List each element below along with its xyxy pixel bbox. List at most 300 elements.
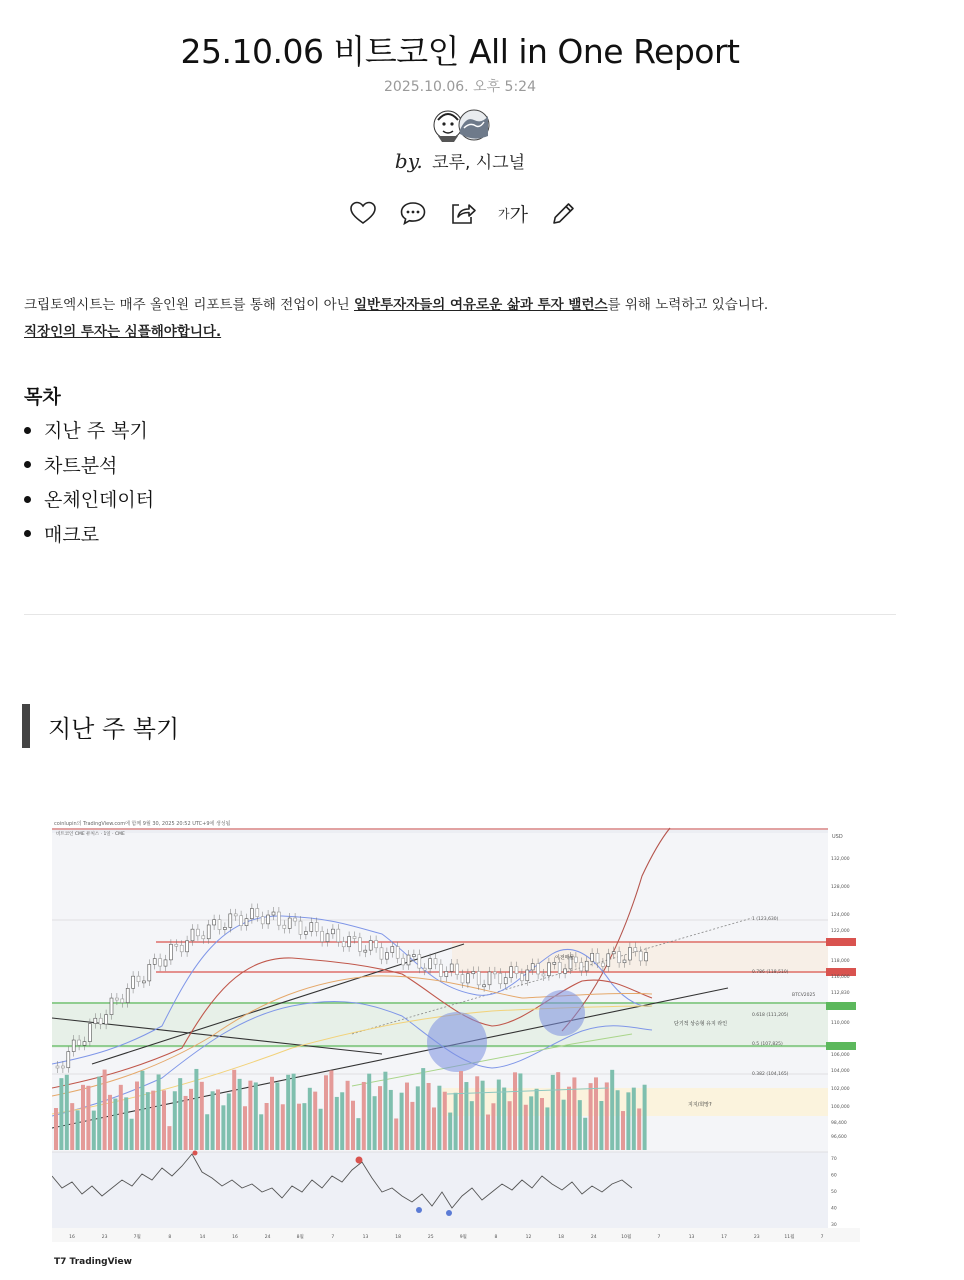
- fib-label: 0.382 (104,165): [752, 1072, 789, 1077]
- post-actions: [348, 198, 578, 228]
- candle: [407, 955, 410, 965]
- date-tick: 23: [753, 1235, 760, 1240]
- candle: [88, 1024, 91, 1042]
- volume-bar: [81, 1085, 85, 1150]
- toc-item-macro[interactable]: 매크로: [24, 518, 154, 553]
- volume-bar: [113, 1099, 117, 1150]
- like-button[interactable]: [348, 198, 378, 228]
- font-size-small-label: 가: [498, 206, 510, 221]
- volume-bar: [362, 1082, 366, 1150]
- volume-bar: [324, 1075, 328, 1150]
- volume-bar: [92, 1111, 96, 1150]
- candle: [564, 969, 567, 973]
- candle: [153, 959, 156, 965]
- volume-bar: [319, 1109, 323, 1150]
- volume-bar: [540, 1098, 544, 1150]
- candle: [148, 964, 151, 981]
- volume-bar: [292, 1074, 296, 1150]
- candle: [277, 912, 280, 925]
- volume-bar: [551, 1075, 555, 1150]
- volume-bar: [497, 1080, 501, 1150]
- volume-bar: [605, 1082, 609, 1150]
- volume-bar: [178, 1078, 182, 1150]
- edit-button[interactable]: [548, 198, 578, 228]
- candle: [261, 917, 264, 924]
- candle: [483, 985, 486, 987]
- candle: [477, 971, 480, 984]
- date-tick: 8: [494, 1235, 498, 1240]
- price-tick: 102,000: [831, 1087, 850, 1092]
- date-tick: 14: [199, 1235, 206, 1240]
- volume-bar: [475, 1076, 479, 1150]
- candle: [164, 960, 167, 966]
- post-author[interactable]: [0, 148, 920, 173]
- volume-bar: [416, 1086, 420, 1150]
- chart-annotation: 단기적 상승형 유지 라인: [674, 1021, 728, 1027]
- volume-bar: [221, 1105, 225, 1150]
- symbol-tag: BTCV2025: [792, 993, 816, 998]
- candle: [580, 963, 583, 971]
- price-tick: 122,000: [831, 929, 850, 934]
- candle: [126, 988, 129, 1002]
- volume-bar: [194, 1069, 198, 1150]
- volume-bar: [373, 1096, 377, 1150]
- volume-bar: [405, 1083, 409, 1150]
- date-tick: 25: [427, 1235, 434, 1240]
- candle: [418, 955, 421, 969]
- candle: [337, 929, 340, 942]
- chart-annotation: 지지/희망?: [688, 1102, 712, 1108]
- candle: [412, 955, 415, 957]
- date-tick: 12: [525, 1235, 532, 1240]
- volume-bar: [265, 1103, 269, 1150]
- avatar-signal-icon: [459, 110, 489, 140]
- date-tick: 24: [590, 1235, 597, 1240]
- osc-tick: 40: [831, 1206, 837, 1212]
- avatar-koru-icon: [434, 111, 462, 142]
- currency-label: USD: [832, 834, 843, 840]
- date-tick: 17: [721, 1235, 728, 1240]
- volume-bar: [524, 1105, 528, 1150]
- intro-text: [24, 292, 924, 346]
- volume-bar: [243, 1106, 247, 1150]
- volume-bar: [162, 1090, 166, 1150]
- volume-bar: [562, 1100, 566, 1150]
- candle: [396, 946, 399, 958]
- price-tick: 116,000: [831, 975, 850, 980]
- candle: [267, 915, 270, 924]
- candle: [531, 964, 534, 970]
- candle: [461, 975, 464, 983]
- section-heading: [22, 704, 179, 748]
- candle: [375, 941, 378, 948]
- candle: [596, 953, 599, 963]
- candle: [132, 976, 135, 988]
- candle: [601, 963, 604, 966]
- candle: [645, 953, 648, 961]
- candle: [423, 968, 426, 970]
- comment-button[interactable]: [398, 198, 428, 228]
- price-tick: 96,600: [831, 1135, 847, 1140]
- volume-bar: [599, 1101, 603, 1150]
- volume-bar: [437, 1086, 441, 1150]
- volume-bar: [286, 1075, 290, 1150]
- candle: [450, 964, 453, 971]
- candle: [445, 971, 448, 976]
- candle: [380, 948, 383, 959]
- candle: [121, 999, 124, 1003]
- toc-item-onchain[interactable]: 온체인데이터: [24, 483, 154, 518]
- candle: [213, 920, 216, 925]
- volume-bar: [470, 1101, 474, 1150]
- candle: [245, 919, 248, 926]
- volume-bar: [383, 1072, 387, 1150]
- volume-bar: [626, 1092, 630, 1150]
- price-tick: 118,000: [831, 959, 850, 964]
- candle: [283, 925, 286, 928]
- heart-icon: [349, 200, 377, 226]
- bullet-icon: [24, 530, 31, 537]
- candle: [472, 971, 475, 973]
- candle: [159, 959, 162, 967]
- volume-bar: [59, 1078, 63, 1150]
- volume-bar: [270, 1077, 274, 1150]
- candle: [553, 962, 556, 964]
- volume-bar: [124, 1097, 128, 1150]
- volume-bar: [389, 1090, 393, 1150]
- toc-item-chart[interactable]: 차트분석: [24, 449, 154, 484]
- candle: [537, 964, 540, 974]
- candle: [115, 998, 118, 1000]
- candle: [515, 967, 518, 974]
- candle: [331, 929, 334, 934]
- candle: [493, 972, 496, 974]
- candle: [607, 954, 610, 967]
- volume-bar: [259, 1114, 263, 1150]
- price-tick: 124,000: [831, 913, 850, 918]
- fib-label: 0.5 (107,825): [752, 1042, 783, 1047]
- date-tick: 13: [688, 1235, 695, 1240]
- volume-bar: [427, 1083, 431, 1150]
- tradingview-logo: T7 TradingView: [54, 1257, 132, 1267]
- candle: [574, 957, 577, 962]
- price-tick: 98,400: [831, 1121, 847, 1126]
- volume-bar: [583, 1118, 587, 1150]
- price-tick: 110,000: [831, 1021, 850, 1026]
- candle: [142, 981, 145, 983]
- candle: [61, 1066, 64, 1068]
- bullet-icon: [24, 461, 31, 468]
- candle: [137, 976, 140, 982]
- bullet-icon: [24, 427, 31, 434]
- date-tick: 8월: [296, 1235, 304, 1240]
- candle: [288, 918, 291, 928]
- intro-highlight: 일반투자자들의 여유로운 삶과 투자 밸런스: [353, 297, 608, 313]
- candle: [364, 950, 367, 952]
- candle: [618, 952, 621, 963]
- candle: [202, 936, 205, 939]
- candle: [294, 918, 297, 921]
- candle: [402, 958, 405, 965]
- volume-bar: [211, 1091, 215, 1150]
- volume-bar: [421, 1068, 425, 1150]
- volume-bar: [491, 1103, 495, 1150]
- volume-bar: [340, 1092, 344, 1150]
- candle: [585, 961, 588, 971]
- candle: [234, 914, 237, 916]
- volume-bar: [464, 1082, 468, 1150]
- section-title: 지난 주 복기: [48, 714, 180, 743]
- candle: [67, 1052, 70, 1068]
- volume-bar: [248, 1081, 252, 1150]
- candle: [218, 920, 221, 930]
- volume-bar: [238, 1079, 242, 1150]
- candle: [353, 936, 356, 938]
- volume-bar: [297, 1104, 301, 1150]
- author-names[interactable]: 코루, 시그널: [432, 153, 526, 173]
- candle: [315, 923, 318, 932]
- volume-bar: [572, 1077, 576, 1150]
- volume-bar: [394, 1118, 398, 1150]
- candle: [628, 948, 631, 960]
- candle: [591, 953, 594, 961]
- volume-bar: [140, 1071, 144, 1150]
- highlight-circle: [427, 1012, 487, 1072]
- volume-bar: [119, 1085, 123, 1150]
- bullet-icon: [24, 496, 31, 503]
- candle: [304, 931, 307, 934]
- candle: [256, 909, 259, 917]
- candle: [326, 934, 329, 942]
- volume-bar: [637, 1108, 641, 1150]
- date-tick: 7: [820, 1235, 824, 1240]
- date-tick: 13: [362, 1235, 369, 1240]
- author-avatars[interactable]: [432, 106, 492, 144]
- volume-bar: [200, 1082, 204, 1150]
- volume-bar: [486, 1115, 490, 1150]
- volume-bar: [643, 1085, 647, 1150]
- volume-bar: [432, 1107, 436, 1150]
- volume-bar: [346, 1081, 350, 1150]
- fib-label: 0.618 (111,205): [752, 1013, 789, 1018]
- date-tick: 18: [558, 1235, 564, 1240]
- toc-item-review[interactable]: 지난 주 복기: [24, 414, 154, 449]
- volume-bar: [518, 1073, 522, 1150]
- candle: [83, 1042, 86, 1046]
- candle: [385, 953, 388, 960]
- candle: [186, 941, 189, 952]
- candle: [72, 1040, 75, 1052]
- candle: [612, 952, 615, 954]
- intro-line-2: 직장인의 투자는 심플해야합니다.: [24, 324, 222, 340]
- volume-bar: [157, 1074, 161, 1150]
- candle: [510, 967, 513, 978]
- volume-bar: [356, 1118, 360, 1150]
- date-tick: 11월: [784, 1235, 795, 1240]
- volume-bar: [227, 1093, 231, 1150]
- volume-bar: [205, 1114, 209, 1150]
- candle: [240, 916, 243, 926]
- volume-bar: [65, 1075, 69, 1150]
- volume-bar: [173, 1091, 177, 1150]
- candle: [358, 938, 361, 952]
- volume-bar: [76, 1110, 80, 1150]
- volume-bar: [589, 1083, 593, 1150]
- volume-bar: [454, 1093, 458, 1150]
- candle: [558, 962, 561, 973]
- volume-bar: [184, 1096, 188, 1150]
- volume-bar: [281, 1104, 285, 1150]
- date-tick: 8: [168, 1235, 172, 1240]
- volume-bar: [508, 1101, 512, 1150]
- section-accent-bar: [22, 704, 30, 748]
- candle: [223, 927, 226, 929]
- price-tick: 100,000: [831, 1105, 850, 1110]
- fib-label: 1 (123,630): [752, 917, 779, 922]
- tradingview-chart-image[interactable]: [52, 816, 864, 1272]
- author-prefix: by.: [394, 149, 423, 173]
- candle: [342, 942, 345, 947]
- date-tick: 7월: [133, 1235, 141, 1240]
- candle: [542, 974, 545, 976]
- volume-bar: [97, 1077, 101, 1150]
- volume-bar: [232, 1070, 236, 1150]
- section-divider: [24, 614, 896, 615]
- volume-bar: [400, 1093, 404, 1150]
- volume-bar: [313, 1092, 317, 1150]
- volume-bar: [54, 1108, 58, 1150]
- post-title: 25.10.06 비트코인 All in One Report: [180, 32, 740, 71]
- volume-bar: [481, 1081, 485, 1150]
- candle: [321, 931, 324, 941]
- candle: [94, 1018, 97, 1023]
- candle: [623, 960, 626, 963]
- osc-tick: 70: [831, 1157, 837, 1162]
- candle: [526, 970, 529, 981]
- candle: [105, 1015, 108, 1025]
- candle: [456, 964, 459, 975]
- candle: [488, 972, 491, 985]
- volume-bar: [513, 1072, 517, 1150]
- volume-bar: [410, 1102, 414, 1150]
- intro-line-1: 크립토엑시트는 매주 올인원 리포트를 통해 전업이 아닌 일반투자자들의 여유로운 삶과 투자 밸런스를 위해 노력하고 있습니다.: [24, 297, 769, 313]
- date-tick: 7: [657, 1235, 661, 1240]
- candle: [639, 951, 642, 960]
- candle: [499, 973, 502, 984]
- toc-list: [24, 414, 154, 552]
- comment-icon: [399, 200, 427, 226]
- date-tick: 10월: [621, 1235, 632, 1240]
- volume-bar: [459, 1071, 463, 1150]
- candle: [504, 978, 507, 984]
- highlight-circle: [539, 990, 585, 1036]
- candle: [78, 1040, 81, 1045]
- candle: [391, 946, 394, 952]
- candle: [634, 948, 637, 952]
- volume-bar: [378, 1086, 382, 1150]
- volume-bar: [335, 1097, 339, 1150]
- font-size-large-label: 가: [509, 203, 528, 226]
- candle: [434, 959, 437, 965]
- candle: [466, 974, 469, 983]
- volume-bar: [151, 1091, 155, 1150]
- volume-bar: [146, 1092, 150, 1150]
- volume-bar: [86, 1086, 90, 1150]
- volume-bar: [567, 1087, 571, 1150]
- volume-bar: [308, 1088, 312, 1150]
- candle: [272, 912, 275, 915]
- candle: [369, 941, 372, 951]
- price-tick: 104,000: [831, 1069, 850, 1074]
- volume-bar: [502, 1088, 506, 1150]
- volume-bar: [616, 1090, 620, 1150]
- volume-bar: [443, 1092, 447, 1150]
- date-tick: 16: [69, 1235, 75, 1240]
- volume-bar: [632, 1088, 636, 1150]
- volume-bar: [275, 1082, 279, 1150]
- volume-bar: [578, 1100, 582, 1150]
- candle: [110, 998, 113, 1015]
- candle: [191, 929, 194, 941]
- volume-bar: [70, 1103, 74, 1150]
- candle: [56, 1066, 59, 1068]
- share-icon: [449, 200, 477, 226]
- osc-tick: 30: [831, 1223, 837, 1228]
- candle: [439, 964, 442, 976]
- volume-bar: [167, 1126, 171, 1150]
- osc-tick: 60: [831, 1173, 837, 1179]
- volume-bar: [135, 1082, 139, 1150]
- candle: [520, 974, 523, 981]
- date-tick: 24: [264, 1235, 271, 1240]
- chart-annotation: 이전매물: [555, 955, 575, 961]
- font-size-button[interactable]: [498, 198, 528, 228]
- volume-bar: [216, 1089, 220, 1150]
- share-button[interactable]: [448, 198, 478, 228]
- volume-bar: [189, 1089, 193, 1150]
- date-tick: 23: [101, 1235, 108, 1240]
- date-tick: 7: [331, 1235, 335, 1240]
- candle: [547, 963, 550, 976]
- chart-symbol-text: 비트코인 CME 퓨처스 · 1일 · CME: [56, 832, 125, 837]
- candle: [348, 936, 351, 946]
- fib-label: 0.786 (118,510): [752, 970, 789, 975]
- chart-header-text: coinlupin의 TradingView.com에 함께 9월 30, 2025 20:52 UTC+9에 생성됨: [54, 821, 231, 827]
- osc-tick: 50: [831, 1190, 837, 1195]
- candle: [310, 923, 313, 932]
- date-tick: 9월: [459, 1235, 467, 1240]
- candle: [169, 944, 172, 960]
- candle: [99, 1018, 102, 1024]
- candle: [429, 959, 432, 969]
- volume-bar: [535, 1089, 539, 1150]
- volume-bar: [103, 1070, 107, 1150]
- candle: [196, 929, 199, 936]
- date-tick: 16: [232, 1235, 238, 1240]
- volume-bar: [367, 1074, 371, 1150]
- candle: [207, 925, 210, 939]
- price-tick: 128,000: [831, 885, 850, 890]
- volume-bar: [329, 1070, 333, 1150]
- volume-bar: [545, 1107, 549, 1150]
- volume-bar: [556, 1072, 560, 1150]
- price-tick: 112,830: [831, 991, 850, 996]
- volume-bar: [448, 1113, 452, 1150]
- toc-title: 목차: [24, 386, 61, 408]
- volume-bar: [351, 1101, 355, 1150]
- volume-bar: [610, 1070, 614, 1150]
- volume-bar: [621, 1111, 625, 1150]
